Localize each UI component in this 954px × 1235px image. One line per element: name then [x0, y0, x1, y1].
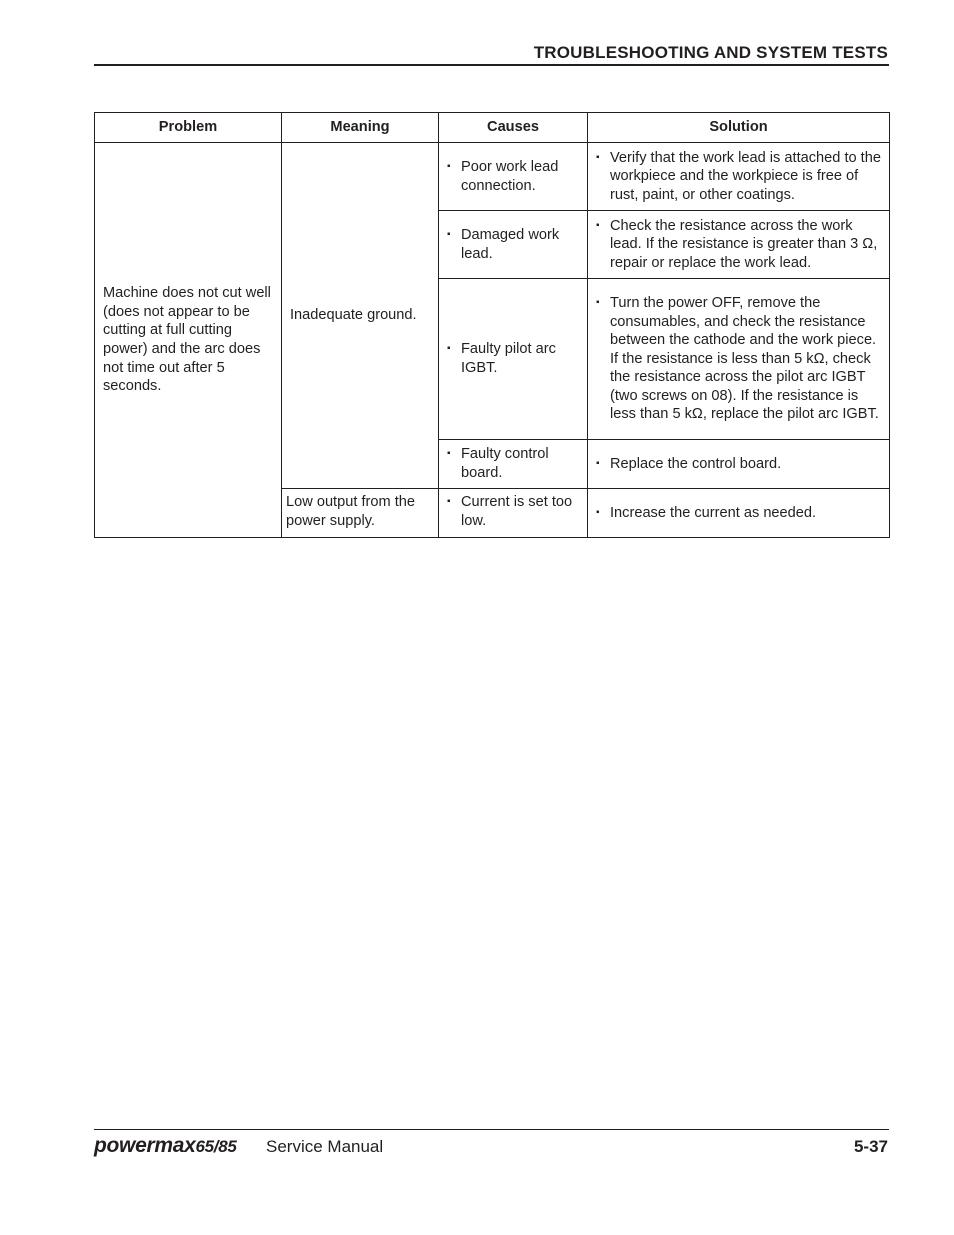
solution-cell	[588, 440, 890, 489]
solution-text: Verify that the work lead is attached to the workpiece and the workpiece is free of rust, paint, or other coatings.	[610, 149, 881, 203]
bullet-icon: ▪	[596, 219, 600, 231]
brand-name: powermax	[94, 1134, 196, 1157]
cause-text: Faulty control board.	[461, 446, 549, 481]
table-header-row	[95, 113, 890, 143]
column-header-causes: Causes	[439, 113, 588, 143]
troubleshooting-table	[94, 112, 890, 538]
product-logo	[94, 1134, 237, 1158]
bullet-icon: ▪	[447, 160, 451, 172]
bullet-icon: ▪	[447, 496, 451, 507]
solution-text: Turn the power OFF, remove the consumables, and check the resistance between the cathode and the work piece. If the resistance is less than 5 kΩ, check the resistance across the pilot arc IGBT (two screws on 08). If the resistance is less than 5 kΩ, replace the pilot arc IGBT.	[610, 294, 879, 423]
manual-title: Service Manual	[266, 1137, 384, 1156]
page-number: 5-37	[853, 1137, 888, 1156]
column-header-problem: Problem	[95, 113, 282, 143]
bullet-icon: ▪	[447, 343, 451, 355]
solution-cell	[588, 489, 890, 538]
bullet-icon: ▪	[447, 228, 451, 240]
solution-cell	[588, 143, 890, 211]
solution-text: Check the resistance across the work lead. If the resistance is greater than 3 Ω, repair or replace the work lead.	[610, 217, 878, 271]
column-header-meaning: Meaning	[282, 113, 439, 143]
footer-divider	[94, 1129, 889, 1130]
section-title: TROUBLESHOOTING AND SYSTEM TESTS	[533, 43, 888, 62]
model-number: 65/85	[195, 1137, 237, 1156]
solution-cell	[588, 211, 890, 279]
bullet-icon: ▪	[447, 448, 451, 460]
bullet-icon: ▪	[596, 506, 600, 518]
cause-cell	[439, 279, 588, 440]
bullet-icon: ▪	[596, 457, 600, 469]
cause-cell	[439, 440, 588, 489]
cause-text: Poor work lead connection.	[461, 158, 559, 194]
meaning-text: Low output from the power supply.	[286, 494, 415, 529]
solution-text: Replace the control board.	[610, 455, 782, 472]
solution-cell	[588, 279, 890, 440]
table-row	[95, 143, 890, 211]
header-divider	[94, 64, 889, 66]
cause-cell	[439, 143, 588, 211]
meaning-cell	[282, 143, 439, 489]
cause-text: Current is set too low.	[461, 494, 573, 529]
solution-text: Increase the current as needed.	[610, 504, 817, 521]
cause-text: Faulty pilot arc IGBT.	[461, 341, 556, 376]
problem-cell	[95, 143, 282, 538]
cause-text: Damaged work lead.	[461, 226, 560, 262]
meaning-text: Inadequate ground.	[290, 307, 417, 324]
cause-cell	[439, 489, 588, 538]
bullet-icon: ▪	[596, 151, 600, 163]
cause-cell	[439, 211, 588, 279]
bullet-icon: ▪	[596, 296, 600, 308]
meaning-cell	[282, 489, 439, 538]
problem-text: Machine does not cut well (does not appear to be cutting at full cutting power) and the arc does not time out after 5 seconds.	[103, 285, 271, 395]
column-header-solution: Solution	[588, 113, 890, 143]
